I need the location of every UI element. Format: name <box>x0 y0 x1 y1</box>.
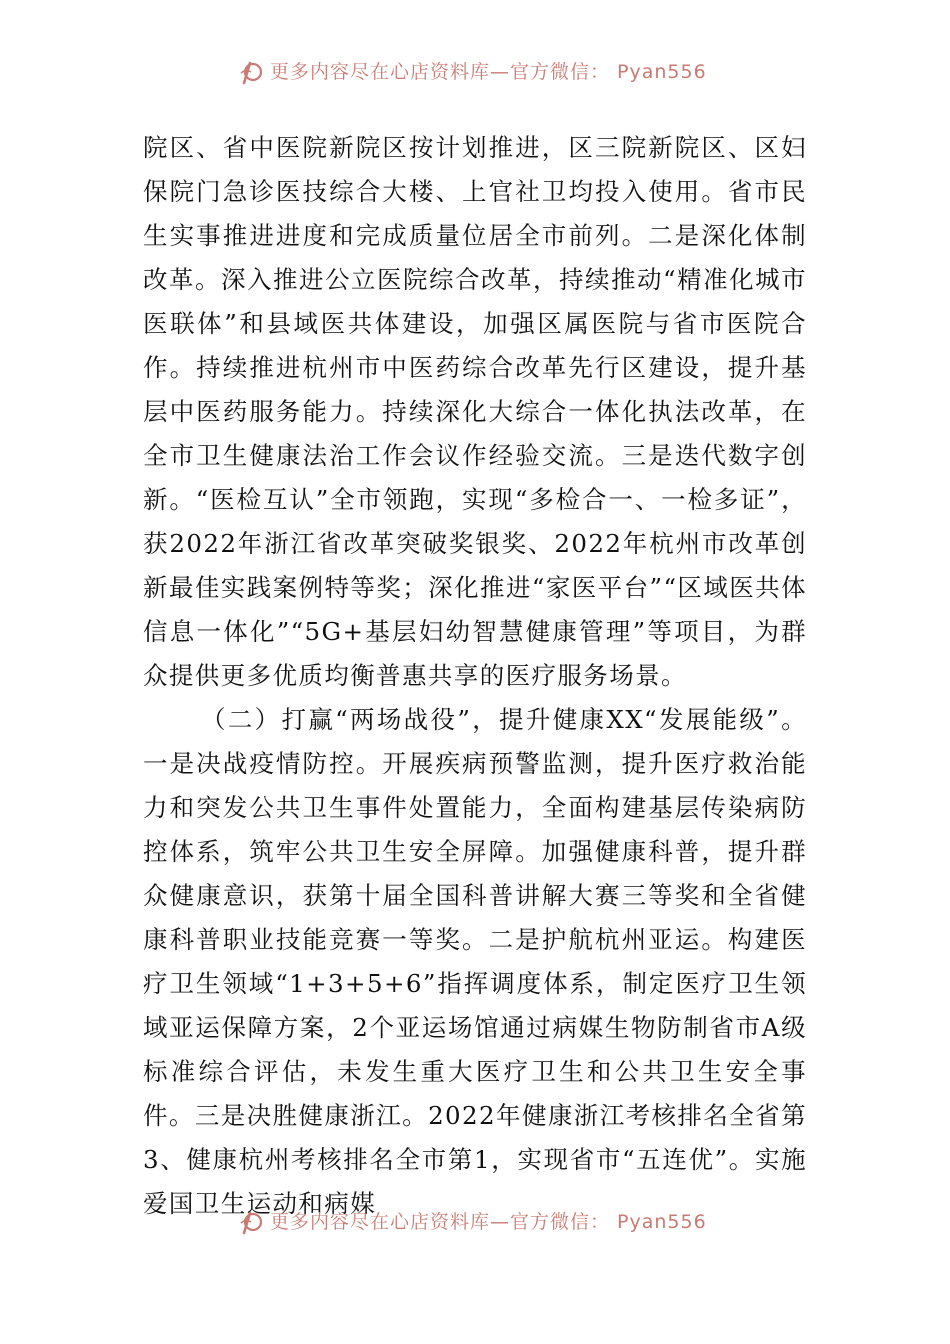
watermark-text: 更多内容尽在心店资料库—官方微信： Pyan556 <box>270 1211 707 1233</box>
watermark-text: 更多内容尽在心店资料库—官方微信： Pyan556 <box>270 61 707 83</box>
paragraph-continued: 院区、省中医院新院区按计划推进，区三院新院区、区妇保院门急诊医技综合大楼、上官社卫均投入使用。省市民生实事推进进度和完成质量位居全市前列。二是深化体制改革。深入推进公立医院综合改革，持续推动“精准化城市医联体”和县域医共体建设，加强区属医院与省市医院合作。持续推进杭州市中医药综合改革先行区建设，提升基层中医药服务能力。持续深化大综合一体化执法改革，在全市卫生健康法治工作会议作经验交流。三是迭代数字创新。“医检互认”全市领跑，实现“多检合一、一检多证”，获2022年浙江省改革突破奖银奖、2022年杭州市改革创新最佳实践案例特等奖；深化推进“家医平台”“区域医共体信息一体化”“5G+基层妇幼智慧健康管理”等项目，为群众提供更多优质均衡普惠共享的医疗服务场景。 <box>143 133 807 690</box>
watermark-header <box>238 58 738 86</box>
watermark-footer <box>238 1208 738 1236</box>
paragraph-section-two: （二）打赢“两场战役”，提升健康XX“发展能级”。一是决战疫情防控。开展疾病预警监测，提升医疗救治能力和突发公共卫生事件处置能力，全面构建基层传染病防控体系，筑牢公共卫生安全屏障。加强健康科普，提升群众健康意识，获第十届全国科普讲解大赛三等奖和全省健康科普职业技能竞赛一等奖。二是护航杭州亚运。构建医疗卫生领域“1+3+5+6”指挥调度体系，制定医疗卫生领域亚运保障方案，2个亚运场馆通过病媒生物防制省市A级标准综合评估，未发生重大医疗卫生和公共卫生安全事件。三是决胜健康浙江。2022年健康浙江考核排名全省第3、健康杭州考核排名全市第1，实现省市“五连优”。实施爱国卫生运动和病媒 <box>143 705 807 1218</box>
stylized-p-logo-icon <box>238 1208 266 1236</box>
document-body <box>143 126 807 1226</box>
stylized-p-logo-icon <box>238 58 266 86</box>
